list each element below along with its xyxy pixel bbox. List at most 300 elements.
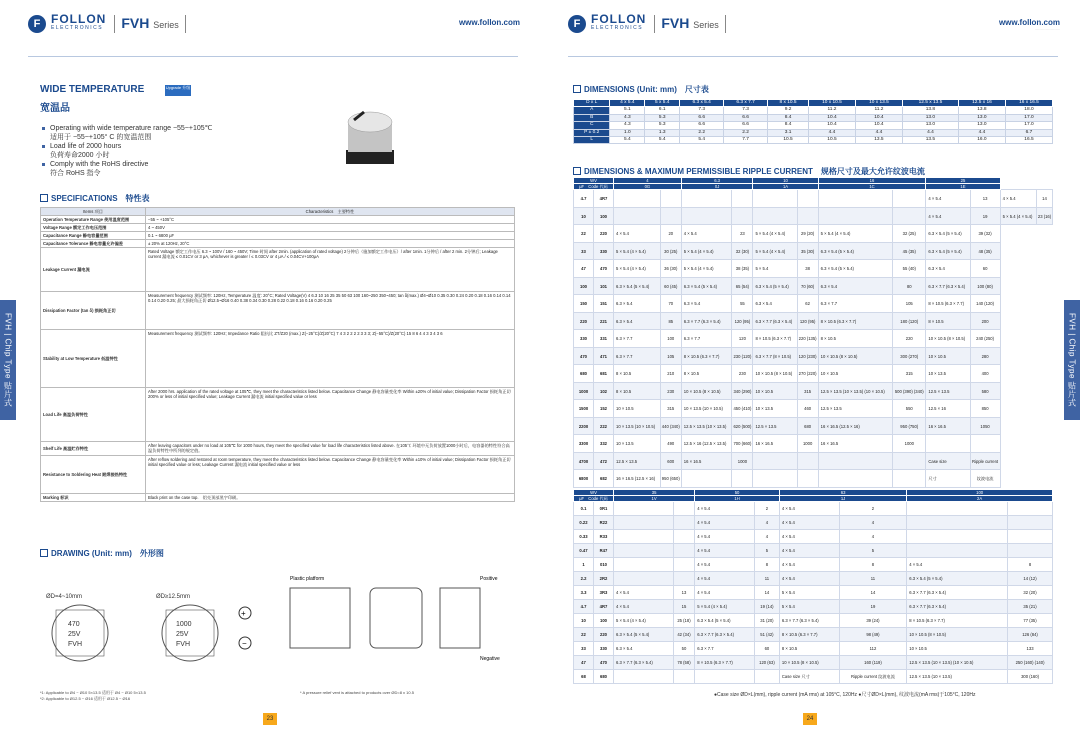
code-header: μF Code 代码: [574, 496, 614, 502]
dim-cell: 4.4: [902, 129, 958, 136]
voltage-header: 10: [753, 178, 818, 184]
ripple-cell: 14: [839, 586, 907, 600]
ripple-cell: 400: [970, 365, 1000, 383]
ripple-title: DIMENSIONS & MAXIMUM PERMISSIBLE RIPPLE CURRENT 规格尺寸及最大允许纹波电流: [573, 166, 925, 177]
dim-cell: 8.4: [768, 114, 809, 121]
ripple-cell: 300 (270): [893, 347, 926, 365]
ripple-cell: 230 (120): [732, 347, 753, 365]
series-title: FVH Series: [654, 15, 725, 33]
dim-row: [574, 107, 1053, 114]
ripple-cell: 200: [970, 312, 1000, 330]
ripple-cell: 5 × 5.4 (4 × 5.4): [614, 260, 661, 278]
upgrade-badge: Upgrade 升级: [165, 85, 191, 96]
ripple-cell: [893, 470, 926, 488]
ripple-cell: 6.3 × 7.7: [614, 347, 661, 365]
code-cell: 1E: [926, 184, 1000, 190]
ripple-cell: 6.3 × 5.4 (5 × 5.4): [907, 572, 1008, 586]
ripple-cell: 120 (230): [797, 347, 818, 365]
ripple-cell: 8 × 10.5 (6.3 × 7.7): [818, 312, 893, 330]
website: www.follon.com ..............................: [458, 17, 520, 31]
dim-cell: 11.2: [855, 107, 902, 114]
cap-cell: 330: [594, 242, 614, 260]
cap-cell: 4700: [574, 452, 594, 470]
cap-cell: 22: [574, 628, 594, 642]
drawing-label: FVH: [176, 641, 190, 648]
dim-cell: 4.4: [808, 129, 855, 136]
page-header: [568, 8, 1060, 40]
dim-cell: 5.1: [610, 107, 645, 114]
svg-text:−: −: [242, 639, 247, 648]
dim-header: 10 x 10.5: [808, 100, 855, 107]
ripple-cell: [907, 516, 1008, 530]
ripple-cell: 4 × 5.4: [614, 225, 661, 243]
ripple-cell: 580: [970, 382, 1000, 400]
dim-cell: 6.6: [680, 114, 724, 121]
code-cell: 1J: [779, 496, 906, 502]
dim-cell: 10.5: [768, 137, 809, 144]
ripple-cell: 8 × 10.5: [779, 642, 839, 656]
ripple-cell: 4 × 5.4: [695, 558, 755, 572]
ripple-row: [574, 277, 1053, 295]
ripple-cell: 230: [660, 382, 681, 400]
ripple-cell: Case size: [926, 452, 970, 470]
ripple-cell: 10 × 13.5 (10 × 10.5): [681, 400, 732, 418]
ripple-cell: 120 (95): [732, 312, 753, 330]
ripple-row: [574, 312, 1053, 330]
ripple-cell: 300 (160): [1008, 670, 1053, 684]
ripple-cell: 39 (24): [839, 614, 907, 628]
feature-item-cn: 符合 RoHS 指令: [50, 170, 101, 177]
voltage-header: 50: [695, 490, 780, 496]
ripple-cell: 10 × 13.5: [614, 435, 661, 453]
right-page: [540, 0, 1080, 733]
spec-item: Resistance to Soldering Heat 耐焊接热特性: [41, 456, 146, 494]
cap-cell: 22: [574, 225, 594, 243]
ripple-row: [574, 628, 1053, 642]
dim-cell: 10.4: [855, 114, 902, 121]
dim-cell: 10.5: [808, 137, 855, 144]
ripple-cell: 6.3 × 5.4 (5 × 5.4): [926, 225, 970, 243]
dim-cell: 16.5: [1005, 137, 1052, 144]
cap-cell: 472: [594, 452, 614, 470]
ripple-cell: 60: [754, 642, 779, 656]
voltage-header: 35: [614, 490, 695, 496]
ripple-cell: 120: [732, 330, 753, 348]
ripple-cell: 210: [660, 365, 681, 383]
ripple-cell: 315: [660, 400, 681, 418]
code-cell: 0G: [614, 184, 682, 190]
cap-cell: 682: [594, 470, 614, 488]
ripple-cell: 2: [839, 502, 907, 516]
ripple-cell: 5 × 5.4 (4 × 5.4): [753, 225, 797, 243]
dim-cell: 13.0: [902, 122, 958, 129]
dim-cell: 6.6: [724, 114, 768, 121]
cap-cell: 2200: [574, 417, 594, 435]
dim-cell: 7.3: [724, 107, 768, 114]
brand-logo: [568, 12, 647, 33]
spec-item: Operation Temperature Range 使用温度范围: [41, 216, 146, 224]
ripple-cell: [818, 452, 893, 470]
ripple-cell: 440 (340): [660, 417, 681, 435]
dim-row: [574, 122, 1053, 129]
dim-header: 5 x 5.4: [645, 100, 680, 107]
spec-value: −55 ~ +105°C: [146, 216, 515, 224]
ripple-cell: 60 (45): [660, 277, 681, 295]
series-title: FVH Series: [114, 15, 185, 33]
ripple-cell: 16 × 16.5: [681, 452, 732, 470]
dim-row: [574, 129, 1053, 136]
ripple-cell: 4 × 5.4: [614, 600, 674, 614]
ripple-cell: 6.3 × 7.7 (6.3 × 5.4): [614, 656, 674, 670]
cap-cell: 0.1: [574, 502, 594, 516]
ripple-cell: 6.3 × 5.4 (5 × 5.4): [753, 277, 797, 295]
feature-item: Operating with wide temperature range −55~+105℃: [42, 124, 302, 133]
ripple-row: [574, 382, 1053, 400]
dim-cell: 6.1: [645, 107, 680, 114]
ripple-cell: 4 × 5.4: [614, 586, 674, 600]
ripple-cell: [1008, 530, 1053, 544]
ripple-cell: 4: [754, 530, 779, 544]
feature-item: Comply with the RoHS directive: [42, 160, 302, 169]
ripple-cell: 270 (220): [797, 365, 818, 383]
ripple-cell: [1008, 544, 1053, 558]
ripple-footnote: ●Case size ØD×L(mm), ripple current (mA rms) at 105°C, 120Hz ●尺寸ØD×L(mm), 纹波电流(mA rms)于105°C, 120Hz: [714, 692, 976, 698]
ripple-cell: 120 (63): [754, 656, 779, 670]
cap-cell: 330: [594, 642, 614, 656]
cap-cell: 1000: [574, 382, 594, 400]
ripple-cell: [660, 190, 681, 208]
ripple-cell: 160 (119): [839, 656, 907, 670]
ripple-cell: [797, 470, 818, 488]
ripple-cell: 11: [839, 572, 907, 586]
dim-cell: 13.5: [902, 137, 958, 144]
ripple-cell: [907, 502, 1008, 516]
dim-cell: 18.0: [1005, 107, 1052, 114]
ripple-cell: 55: [732, 295, 753, 313]
dim-cell: 13.8: [958, 107, 1005, 114]
ripple-cell: Ripple current 纹波电流: [839, 670, 907, 684]
ripple-cell: 220 (135): [797, 330, 818, 348]
ripple-cell: 16 × 16.5 (12.5 × 16): [614, 470, 661, 488]
spec-value: ± 20% at 120Hz, 20°C: [146, 240, 515, 248]
dim-header: 16 x 16.5: [1005, 100, 1052, 107]
spec-value: 0.1 ~ 6800 μF: [146, 232, 515, 240]
ripple-cell: 5 × 5.4 (4 × 5.4): [695, 600, 755, 614]
ripple-cell: 4: [839, 530, 907, 544]
cap-cell: 221: [594, 312, 614, 330]
ripple-cell: 39 (32): [970, 225, 1000, 243]
dim-cell: 4.3: [610, 114, 645, 121]
cap-cell: 0R1: [594, 502, 614, 516]
ripple-row: [574, 260, 1053, 278]
cap-cell: 10: [574, 207, 594, 225]
ripple-cell: 78 (58): [673, 656, 694, 670]
spec-item: Stability at Low Temperature 低温特性: [41, 330, 146, 388]
ripple-row: [574, 586, 1053, 600]
drawing-label: Plastic platform: [290, 576, 325, 582]
ripple-cell: 6.3 × 5.4: [614, 642, 674, 656]
spec-title: SPECIFICATIONS 特性表: [40, 193, 150, 204]
ripple-cell: 12.5 × 13.5 (10 × 13.5): [907, 670, 1008, 684]
voltage-header: 63: [779, 490, 906, 496]
dim-row: [574, 137, 1053, 144]
ripple-cell: 1000: [797, 435, 818, 453]
ripple-cell: 1050: [970, 417, 1000, 435]
ripple-cell: 5 × 5.4 (4 × 5.4): [614, 614, 674, 628]
ripple-cell: 12.5 × 13.5: [753, 417, 797, 435]
dim-cell: 17.0: [1005, 114, 1052, 121]
ripple-cell: 31 (20): [754, 614, 779, 628]
ripple-cell: 6.3 × 5.4 (5 × 5.4): [614, 628, 674, 642]
ripple-cell: 5 × 5.4: [753, 260, 797, 278]
ripple-cell: 10 × 13.5 (10 × 10.5): [614, 417, 661, 435]
ripple-cell: [695, 670, 755, 684]
dim-header: 12.5 x 13.5: [902, 100, 958, 107]
ripple-cell: [614, 530, 674, 544]
ripple-cell: 16 × 16.5: [753, 435, 797, 453]
ripple-cell: 10 × 10.5 (8 × 10.5): [907, 628, 1008, 642]
drawing-label: 25V: [68, 631, 81, 638]
ripple-cell: 77 (35): [1008, 614, 1053, 628]
code-cell: 0J: [681, 184, 753, 190]
ripple-cell: 100 (80): [970, 277, 1000, 295]
cap-cell: 2R2: [594, 572, 614, 586]
ripple-cell: 4 × 5.4: [779, 516, 839, 530]
ripple-row: [574, 417, 1053, 435]
ripple-cell: 85: [660, 312, 681, 330]
ripple-cell: 100: [660, 330, 681, 348]
ripple-cell: 5 × 5.4 (4 × 5.4): [818, 225, 893, 243]
ripple-cell: 1000: [732, 452, 753, 470]
ripple-cell: 250 (160) (140): [1008, 656, 1053, 670]
ripple-cell: 62: [797, 295, 818, 313]
cap-cell: 3.3: [574, 586, 594, 600]
cap-cell: 151: [594, 295, 614, 313]
ripple-cell: 8 × 10.5: [614, 365, 661, 383]
voltage-header: 100: [907, 490, 1053, 496]
ripple-cell: 19: [970, 207, 1000, 225]
drawing-label: ØD≥12.5mm: [156, 594, 190, 600]
dim-cell: 1.3: [645, 129, 680, 136]
dim-cell: 13.8: [902, 107, 958, 114]
ripple-cell: 48 (35): [970, 242, 1000, 260]
code-cell: 1A: [753, 184, 818, 190]
ripple-cell: [753, 190, 797, 208]
ripple-cell: 4 × 5.4: [695, 502, 755, 516]
ripple-cell: 38: [797, 260, 818, 278]
ripple-cell: 16 × 16.5: [818, 435, 893, 453]
cap-cell: 33: [574, 242, 594, 260]
ripple-cell: 620 (500): [732, 417, 753, 435]
cap-cell: 470: [594, 260, 614, 278]
dim-cell: 11.2: [808, 107, 855, 114]
dim-cell: 5.4: [610, 137, 645, 144]
ripple-cell: 70: [660, 295, 681, 313]
cap-cell: 1: [574, 558, 594, 572]
cap-cell: 10: [574, 614, 594, 628]
dim-cell: 6.7: [1005, 129, 1052, 136]
ripple-row: [574, 225, 1053, 243]
ripple-cell: 4 × 5.4: [779, 558, 839, 572]
ripple-cell: 50: [673, 642, 694, 656]
spec-header: Characteristics 主要特性: [146, 208, 515, 216]
ripple-cell: 315: [893, 365, 926, 383]
cap-cell: R47: [594, 544, 614, 558]
ripple-cell: 8 × 10.5 (6.3 × 7.7): [753, 330, 797, 348]
cap-cell: 100: [594, 614, 614, 628]
ripple-cell: [1008, 516, 1053, 530]
ripple-cell: 600: [660, 452, 681, 470]
ripple-cell: 10 × 13.5: [926, 365, 970, 383]
ripple-cell: 32 (30): [732, 242, 753, 260]
ripple-cell: 12.5 × 13.5: [818, 400, 893, 418]
dim-cell: 5.3: [645, 114, 680, 121]
ripple-cell: 6.3 × 5.4: [614, 295, 661, 313]
ripple-cell: 51 (42): [754, 628, 779, 642]
dim-cell: 5.4: [645, 137, 680, 144]
ripple-cell: 35 (21): [1008, 600, 1053, 614]
ripple-cell: 140 (120): [970, 295, 1000, 313]
drawing-label: 1000: [176, 621, 192, 628]
ripple-cell: 220: [893, 330, 926, 348]
dim-cell: 13.0: [958, 114, 1005, 121]
ripple-cell: 10 × 10.5: [614, 400, 661, 418]
ripple-cell: 尺寸: [926, 470, 970, 488]
spec-item: Leakage Current 漏电流: [41, 248, 146, 292]
ripple-cell: 6.3 × 5.4 (5 × 5.4): [614, 277, 661, 295]
dim-cell: 7.7: [724, 137, 768, 144]
dim-cell: 4.4: [958, 129, 1005, 136]
ripple-table-high-voltage: [573, 489, 1053, 684]
drawing-label: 470: [68, 621, 80, 628]
ripple-cell: 4 × 5.4: [779, 572, 839, 586]
ripple-cell: 550: [893, 400, 926, 418]
cap-cell: 010: [594, 558, 614, 572]
ripple-cell: 12.5 × 13.5: [926, 382, 970, 400]
dim-cell: C: [574, 122, 610, 129]
dimensions-title: DIMENSIONS (Unit: mm) 尺寸表: [573, 84, 709, 95]
ripple-cell: 450 (410): [732, 400, 753, 418]
dim-cell: 17.0: [1005, 122, 1052, 129]
cap-cell: 6800: [574, 470, 594, 488]
spec-value: 4 ~ 450V: [146, 224, 515, 232]
ripple-table-low-voltage: [573, 177, 1053, 488]
ripple-cell: 14: [754, 586, 779, 600]
cap-cell: 102: [594, 382, 614, 400]
ripple-row: [574, 242, 1053, 260]
feature-item: Load life of 2000 hours: [42, 142, 302, 151]
ripple-cell: 4: [754, 516, 779, 530]
spec-item: Capacitance Range 静电容量范围: [41, 232, 146, 240]
ripple-cell: 5 × 5.4: [779, 586, 839, 600]
ripple-cell: 112: [839, 642, 907, 656]
ripple-cell: 6.3 × 7.7: [681, 330, 732, 348]
ripple-row: [574, 330, 1053, 348]
ripple-cell: [614, 670, 674, 684]
side-tab: FVH | Chip Type 贴片式: [0, 300, 16, 420]
ripple-cell: [660, 207, 681, 225]
ripple-cell: [732, 207, 753, 225]
ripple-cell: 13: [673, 586, 694, 600]
ripple-cell: 8 × 10.5: [614, 382, 661, 400]
code-cell: 1H: [695, 496, 780, 502]
ripple-cell: [614, 207, 661, 225]
ripple-cell: [893, 190, 926, 208]
ripple-row: [574, 642, 1053, 656]
ripple-cell: 105: [660, 347, 681, 365]
ripple-cell: 19: [839, 600, 907, 614]
brand-logo-icon: F: [28, 15, 46, 33]
cap-cell: 1500: [574, 400, 594, 418]
ripple-cell: Case size 尺寸: [779, 670, 839, 684]
ripple-cell: 36 (30): [660, 260, 681, 278]
ripple-cell: [673, 572, 694, 586]
ripple-cell: Ripple current: [970, 452, 1000, 470]
ripple-cell: 280: [970, 347, 1000, 365]
spec-value: After leaving capacitors under no load at 105℃ for 1000 hours, they meet the specified value for load life characteristics listed above. 在105℃ 环境中无负荷放置1000小时后，电容器的特性符合高温负荷特性中所列的规定值。: [146, 442, 515, 456]
ripple-cell: 133: [1008, 642, 1053, 656]
ripple-cell: 6.3 × 7.7: [818, 295, 893, 313]
cap-cell: 0.47: [574, 544, 594, 558]
ripple-cell: [818, 190, 893, 208]
cap-cell: 470: [594, 656, 614, 670]
ripple-cell: 6.3 × 5.4: [926, 260, 970, 278]
ripple-cell: [1008, 502, 1053, 516]
ripple-cell: [614, 558, 674, 572]
ripple-cell: 10 × 10.5: [907, 642, 1008, 656]
ripple-cell: 10 × 10.5 (8 × 10.5): [926, 330, 970, 348]
ripple-cell: 10 × 10.5 (8 × 10.5): [753, 365, 797, 383]
ripple-row: [574, 530, 1053, 544]
ripple-cell: 6.3 × 7.7 (6.3 × 5.4): [753, 312, 797, 330]
ripple-cell: [893, 207, 926, 225]
spec-value: Measurement frequency 测试频率: 120Hz; Impedance Ratio 阻抗比 ZT/Z20 (max.) Z(−25°C)/Z(20°C) 7 4 3 2 2 2 2 3 3 3; Z(−55°C)/Z(20°C) 15 8 6 4 4 3 3 4 3 6: [146, 330, 515, 388]
ripple-cell: 45 (35): [893, 242, 926, 260]
spec-item: Dissipation Factor (tan δ) 损耗角正切: [41, 292, 146, 330]
ripple-cell: 5 × 5.4 (4 × 5.4): [753, 242, 797, 260]
ripple-row: [574, 295, 1053, 313]
ripple-cell: 8 × 10.5: [681, 365, 732, 383]
cap-cell: 0.22: [574, 516, 594, 530]
dim-cell: 6.6: [724, 122, 768, 129]
code-cell: 1C: [818, 184, 926, 190]
ripple-cell: [681, 207, 732, 225]
ripple-cell: 126 (84): [1008, 628, 1053, 642]
ripple-cell: 4 × 5.4: [779, 502, 839, 516]
ripple-cell: 70 (60): [797, 277, 818, 295]
ripple-cell: 16 × 16.5: [926, 417, 970, 435]
spec-table: [40, 207, 515, 502]
ripple-cell: [673, 516, 694, 530]
dim-header: 4 x 5.4: [610, 100, 645, 107]
cap-cell: 33: [574, 642, 594, 656]
ripple-cell: [907, 530, 1008, 544]
cap-cell: 220: [594, 628, 614, 642]
ripple-cell: 4 × 5.4: [695, 516, 755, 530]
ripple-cell: 6.3 × 7.7 (6.3 × 5.4): [779, 614, 839, 628]
ripple-cell: 32 (20): [1008, 586, 1053, 600]
ripple-cell: [673, 670, 694, 684]
ripple-cell: 180 (120): [893, 312, 926, 330]
cap-cell: 471: [594, 347, 614, 365]
spec-item: Voltage Range 额定工作电压范围: [41, 224, 146, 232]
ripple-cell: [614, 516, 674, 530]
cap-cell: R22: [594, 516, 614, 530]
ripple-cell: [673, 544, 694, 558]
capacitor-photo: [340, 100, 400, 168]
cap-cell: 68: [574, 670, 594, 684]
ripple-cell: [970, 435, 1000, 453]
